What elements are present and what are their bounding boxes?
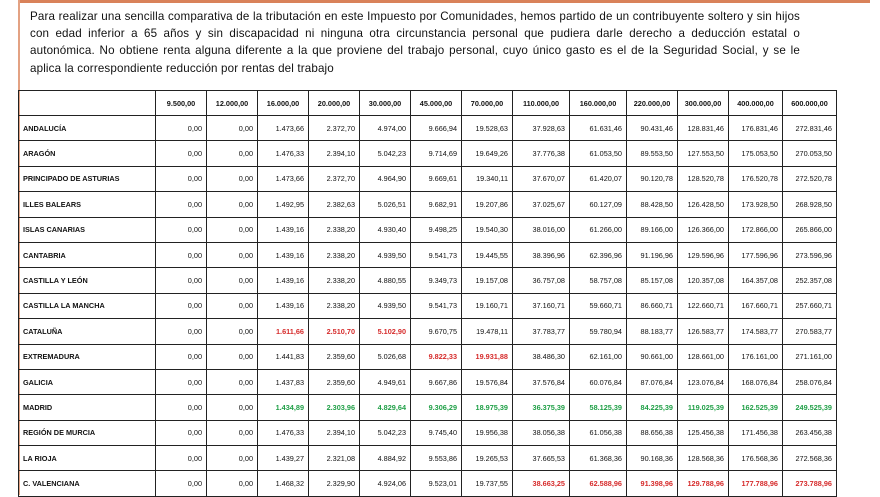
- tax-value-cell: 19.956,38: [462, 420, 513, 445]
- tax-value-cell: 119.025,39: [678, 395, 729, 420]
- tax-value-cell: 19.445,55: [462, 242, 513, 267]
- table-row: [19, 395, 837, 420]
- tax-value-cell: 19.207,86: [462, 192, 513, 217]
- tax-value-cell: 270.053,50: [783, 141, 837, 166]
- tax-value-cell: 4.939,50: [360, 242, 411, 267]
- column-header-income: 45.000,00: [411, 91, 462, 116]
- tax-value-cell: 38.486,30: [513, 344, 570, 369]
- tax-value-cell: 58.125,39: [570, 395, 627, 420]
- tax-value-cell: 89.166,00: [627, 217, 678, 242]
- tax-value-cell: 4.949,61: [360, 369, 411, 394]
- tax-value-cell: 9.822,33: [411, 344, 462, 369]
- tax-value-cell: 162.525,39: [729, 395, 783, 420]
- tax-value-cell: 252.357,08: [783, 268, 837, 293]
- tax-value-cell: 85.157,08: [627, 268, 678, 293]
- tax-value-cell: 19.931,88: [462, 344, 513, 369]
- tax-value-cell: 4.974,00: [360, 116, 411, 141]
- tax-value-cell: 0,00: [156, 242, 207, 267]
- tax-value-cell: 2.394,10: [309, 420, 360, 445]
- header-corner-cell: [19, 91, 156, 116]
- table-row: [19, 242, 837, 267]
- table-row: [19, 217, 837, 242]
- tax-value-cell: 4.829,64: [360, 395, 411, 420]
- tax-value-cell: 60.076,84: [570, 369, 627, 394]
- table-row: [19, 369, 837, 394]
- tax-value-cell: 2.338,20: [309, 293, 360, 318]
- region-name-cell: LA RIOJA: [19, 446, 156, 471]
- region-name-cell: GALICIA: [19, 369, 156, 394]
- tax-comparison-table-container: [18, 90, 832, 497]
- tax-value-cell: 91.398,96: [627, 471, 678, 496]
- tax-value-cell: 1.439,27: [258, 446, 309, 471]
- tax-value-cell: 4.930,40: [360, 217, 411, 242]
- tax-value-cell: 38.396,96: [513, 242, 570, 267]
- region-name-cell: EXTREMADURA: [19, 344, 156, 369]
- tax-value-cell: 62.396,96: [570, 242, 627, 267]
- tax-value-cell: 9.553,86: [411, 446, 462, 471]
- top-accent-rule: [18, 0, 870, 3]
- tax-value-cell: 1.611,66: [258, 319, 309, 344]
- tax-value-cell: 249.525,39: [783, 395, 837, 420]
- table-row: [19, 293, 837, 318]
- tax-value-cell: 0,00: [207, 471, 258, 496]
- tax-value-cell: 272.568,36: [783, 446, 837, 471]
- region-name-cell: PRINCIPADO DE ASTURIAS: [19, 166, 156, 191]
- table-row: [19, 319, 837, 344]
- tax-value-cell: 0,00: [207, 116, 258, 141]
- tax-value-cell: 4.924,06: [360, 471, 411, 496]
- tax-value-cell: 1.473,66: [258, 116, 309, 141]
- tax-value-cell: 9.745,40: [411, 420, 462, 445]
- region-name-cell: MADRID: [19, 395, 156, 420]
- tax-value-cell: 128.831,46: [678, 116, 729, 141]
- intro-paragraph: Para realizar una sencilla comparativa de la tributación en este Impuesto por Comunidades, hemos partido de un contribuyente soltero y sin hijos con edad inferior a 65 años y sin discapacidad ni ninguna otra circunstancia personal que pudiera darle derecho a deducción estatal o autonómica. No obtiene renta alguna diferente a la que proviene del trabajo personal, cuyo único gasto es el de la Seguridad Social, y se le aplica la correspondiente reducción por rentas del trabajo: [30, 10, 800, 75]
- tax-value-cell: 177.596,96: [729, 242, 783, 267]
- tax-value-cell: 1.473,66: [258, 166, 309, 191]
- tax-value-cell: 2.359,60: [309, 344, 360, 369]
- tax-value-cell: 37.665,53: [513, 446, 570, 471]
- tax-value-cell: 90.168,36: [627, 446, 678, 471]
- tax-value-cell: 1.468,32: [258, 471, 309, 496]
- tax-value-cell: 1.439,16: [258, 268, 309, 293]
- tax-value-cell: 61.368,36: [570, 446, 627, 471]
- tax-value-cell: 0,00: [156, 217, 207, 242]
- tax-value-cell: 2.510,70: [309, 319, 360, 344]
- table-row: [19, 268, 837, 293]
- tax-value-cell: 2.338,20: [309, 268, 360, 293]
- tax-value-cell: 9.714,69: [411, 141, 462, 166]
- tax-value-cell: 2.394,10: [309, 141, 360, 166]
- tax-value-cell: 0,00: [207, 420, 258, 445]
- tax-value-cell: 62.161,00: [570, 344, 627, 369]
- tax-value-cell: 177.788,96: [729, 471, 783, 496]
- tax-value-cell: 37.160,71: [513, 293, 570, 318]
- tax-value-cell: 19.265,53: [462, 446, 513, 471]
- tax-value-cell: 19.649,26: [462, 141, 513, 166]
- tax-value-cell: 4.880,55: [360, 268, 411, 293]
- tax-comparison-table: [18, 90, 837, 497]
- column-header-income: 20.000,00: [309, 91, 360, 116]
- tax-value-cell: 125.456,38: [678, 420, 729, 445]
- tax-value-cell: 86.660,71: [627, 293, 678, 318]
- tax-value-cell: 1.437,83: [258, 369, 309, 394]
- tax-value-cell: 9.498,25: [411, 217, 462, 242]
- table-header-row: [19, 91, 837, 116]
- tax-value-cell: 1.476,33: [258, 420, 309, 445]
- tax-value-cell: 126.428,50: [678, 192, 729, 217]
- tax-value-cell: 273.596,96: [783, 242, 837, 267]
- tax-value-cell: 0,00: [207, 319, 258, 344]
- tax-value-cell: 91.196,96: [627, 242, 678, 267]
- tax-value-cell: 61.631,46: [570, 116, 627, 141]
- column-header-income: 160.000,00: [570, 91, 627, 116]
- tax-value-cell: 38.016,00: [513, 217, 570, 242]
- tax-value-cell: 2.329,90: [309, 471, 360, 496]
- region-name-cell: ARAGÓN: [19, 141, 156, 166]
- column-header-income: 12.000,00: [207, 91, 258, 116]
- tax-value-cell: 36.375,39: [513, 395, 570, 420]
- tax-value-cell: 89.553,50: [627, 141, 678, 166]
- tax-value-cell: 9.667,86: [411, 369, 462, 394]
- table-row: [19, 471, 837, 496]
- tax-value-cell: 176.520,78: [729, 166, 783, 191]
- column-header-income: 220.000,00: [627, 91, 678, 116]
- tax-value-cell: 128.520,78: [678, 166, 729, 191]
- tax-value-cell: 1.434,89: [258, 395, 309, 420]
- tax-value-cell: 127.553,50: [678, 141, 729, 166]
- tax-value-cell: 37.928,63: [513, 116, 570, 141]
- tax-value-cell: 0,00: [207, 268, 258, 293]
- region-name-cell: REGIÓN DE MURCIA: [19, 420, 156, 445]
- tax-value-cell: 0,00: [156, 192, 207, 217]
- tax-value-cell: 120.357,08: [678, 268, 729, 293]
- tax-value-cell: 37.670,07: [513, 166, 570, 191]
- tax-value-cell: 5.042,23: [360, 141, 411, 166]
- table-row: [19, 344, 837, 369]
- tax-value-cell: 2.303,96: [309, 395, 360, 420]
- tax-value-cell: 37.025,67: [513, 192, 570, 217]
- tax-value-cell: 90.661,00: [627, 344, 678, 369]
- tax-value-cell: 61.056,38: [570, 420, 627, 445]
- tax-value-cell: 173.928,50: [729, 192, 783, 217]
- tax-value-cell: 59.660,71: [570, 293, 627, 318]
- tax-value-cell: 2.372,70: [309, 166, 360, 191]
- tax-value-cell: 176.831,46: [729, 116, 783, 141]
- tax-value-cell: 257.660,71: [783, 293, 837, 318]
- tax-value-cell: 5.102,90: [360, 319, 411, 344]
- region-name-cell: CANTABRIA: [19, 242, 156, 267]
- tax-value-cell: 19.478,11: [462, 319, 513, 344]
- column-header-income: 70.000,00: [462, 91, 513, 116]
- tax-value-cell: 271.161,00: [783, 344, 837, 369]
- tax-value-cell: 272.831,46: [783, 116, 837, 141]
- tax-value-cell: 0,00: [207, 242, 258, 267]
- tax-value-cell: 5.026,68: [360, 344, 411, 369]
- tax-value-cell: 37.576,84: [513, 369, 570, 394]
- tax-value-cell: 9.523,01: [411, 471, 462, 496]
- tax-value-cell: 1.476,33: [258, 141, 309, 166]
- tax-value-cell: 9.670,75: [411, 319, 462, 344]
- table-row: [19, 446, 837, 471]
- tax-value-cell: 129.788,96: [678, 471, 729, 496]
- tax-value-cell: 0,00: [207, 369, 258, 394]
- tax-value-cell: 38.663,25: [513, 471, 570, 496]
- tax-value-cell: 4.884,92: [360, 446, 411, 471]
- tax-value-cell: 0,00: [207, 217, 258, 242]
- table-body: [19, 116, 837, 497]
- tax-value-cell: 128.661,00: [678, 344, 729, 369]
- tax-value-cell: 1.439,16: [258, 217, 309, 242]
- tax-value-cell: 62.588,96: [570, 471, 627, 496]
- tax-value-cell: 9.349,73: [411, 268, 462, 293]
- tax-value-cell: 90.120,78: [627, 166, 678, 191]
- tax-value-cell: 2.372,70: [309, 116, 360, 141]
- tax-value-cell: 1.439,16: [258, 242, 309, 267]
- column-header-income: 400.000,00: [729, 91, 783, 116]
- tax-value-cell: 9.682,91: [411, 192, 462, 217]
- table-row: [19, 420, 837, 445]
- region-name-cell: CASTILLA Y LEÓN: [19, 268, 156, 293]
- tax-value-cell: 129.596,96: [678, 242, 729, 267]
- tax-value-cell: 175.053,50: [729, 141, 783, 166]
- tax-value-cell: 0,00: [156, 319, 207, 344]
- tax-value-cell: 273.788,96: [783, 471, 837, 496]
- tax-value-cell: 176.161,00: [729, 344, 783, 369]
- table-row: [19, 141, 837, 166]
- tax-value-cell: 59.780,94: [570, 319, 627, 344]
- tax-value-cell: 128.568,36: [678, 446, 729, 471]
- tax-value-cell: 0,00: [207, 446, 258, 471]
- table-row: [19, 116, 837, 141]
- tax-value-cell: 0,00: [207, 141, 258, 166]
- tax-value-cell: 61.053,50: [570, 141, 627, 166]
- tax-value-cell: 176.568,36: [729, 446, 783, 471]
- tax-value-cell: 9.306,29: [411, 395, 462, 420]
- column-header-income: 30.000,00: [360, 91, 411, 116]
- tax-value-cell: 18.975,39: [462, 395, 513, 420]
- tax-value-cell: 19.528,63: [462, 116, 513, 141]
- tax-value-cell: 268.928,50: [783, 192, 837, 217]
- tax-value-cell: 61.420,07: [570, 166, 627, 191]
- region-name-cell: CATALUÑA: [19, 319, 156, 344]
- region-name-cell: C. VALENCIANA: [19, 471, 156, 496]
- tax-value-cell: 0,00: [156, 446, 207, 471]
- region-name-cell: ILLES BALEARS: [19, 192, 156, 217]
- tax-value-cell: 263.456,38: [783, 420, 837, 445]
- tax-value-cell: 19.340,11: [462, 166, 513, 191]
- tax-value-cell: 270.583,77: [783, 319, 837, 344]
- tax-value-cell: 88.183,77: [627, 319, 678, 344]
- region-name-cell: ISLAS CANARIAS: [19, 217, 156, 242]
- tax-value-cell: 36.757,08: [513, 268, 570, 293]
- tax-value-cell: 0,00: [156, 344, 207, 369]
- tax-value-cell: 167.660,71: [729, 293, 783, 318]
- tax-value-cell: 0,00: [207, 395, 258, 420]
- region-name-cell: ANDALUCÍA: [19, 116, 156, 141]
- tax-value-cell: 5.026,51: [360, 192, 411, 217]
- tax-value-cell: 0,00: [156, 471, 207, 496]
- tax-value-cell: 164.357,08: [729, 268, 783, 293]
- tax-value-cell: 9.669,61: [411, 166, 462, 191]
- tax-value-cell: 1.492,95: [258, 192, 309, 217]
- tax-value-cell: 4.964,90: [360, 166, 411, 191]
- tax-value-cell: 38.056,38: [513, 420, 570, 445]
- column-header-income: 16.000,00: [258, 91, 309, 116]
- tax-value-cell: 0,00: [207, 293, 258, 318]
- tax-value-cell: 265.866,00: [783, 217, 837, 242]
- tax-value-cell: 0,00: [156, 420, 207, 445]
- region-name-cell: CASTILLA LA MANCHA: [19, 293, 156, 318]
- tax-value-cell: 19.576,84: [462, 369, 513, 394]
- tax-value-cell: 1.439,16: [258, 293, 309, 318]
- tax-value-cell: 0,00: [156, 166, 207, 191]
- table-row: [19, 192, 837, 217]
- tax-value-cell: 37.783,77: [513, 319, 570, 344]
- tax-value-cell: 9.666,94: [411, 116, 462, 141]
- tax-value-cell: 168.076,84: [729, 369, 783, 394]
- tax-value-cell: 19.160,71: [462, 293, 513, 318]
- tax-value-cell: 60.127,09: [570, 192, 627, 217]
- tax-value-cell: 88.656,38: [627, 420, 678, 445]
- tax-value-cell: 0,00: [156, 116, 207, 141]
- tax-value-cell: 0,00: [207, 192, 258, 217]
- column-header-income: 600.000,00: [783, 91, 837, 116]
- tax-value-cell: 2.359,60: [309, 369, 360, 394]
- tax-value-cell: 126.583,77: [678, 319, 729, 344]
- tax-value-cell: 2.382,63: [309, 192, 360, 217]
- tax-value-cell: 272.520,78: [783, 166, 837, 191]
- tax-value-cell: 123.076,84: [678, 369, 729, 394]
- tax-value-cell: 9.541,73: [411, 242, 462, 267]
- tax-value-cell: 87.076,84: [627, 369, 678, 394]
- table-row: [19, 166, 837, 191]
- tax-value-cell: 0,00: [207, 166, 258, 191]
- tax-value-cell: 5.042,23: [360, 420, 411, 445]
- column-header-income: 9.500,00: [156, 91, 207, 116]
- tax-value-cell: 171.456,38: [729, 420, 783, 445]
- column-header-income: 300.000,00: [678, 91, 729, 116]
- tax-value-cell: 19.737,55: [462, 471, 513, 496]
- tax-value-cell: 258.076,84: [783, 369, 837, 394]
- tax-value-cell: 172.866,00: [729, 217, 783, 242]
- tax-value-cell: 4.939,50: [360, 293, 411, 318]
- tax-value-cell: 126.366,00: [678, 217, 729, 242]
- tax-value-cell: 88.428,50: [627, 192, 678, 217]
- tax-value-cell: 19.157,08: [462, 268, 513, 293]
- tax-value-cell: 90.431,46: [627, 116, 678, 141]
- tax-value-cell: 61.266,00: [570, 217, 627, 242]
- tax-value-cell: 2.338,20: [309, 217, 360, 242]
- tax-value-cell: 0,00: [156, 141, 207, 166]
- tax-value-cell: 2.338,20: [309, 242, 360, 267]
- tax-value-cell: 0,00: [156, 268, 207, 293]
- tax-value-cell: 174.583,77: [729, 319, 783, 344]
- tax-value-cell: 1.441,83: [258, 344, 309, 369]
- tax-value-cell: 0,00: [156, 395, 207, 420]
- tax-value-cell: 0,00: [156, 293, 207, 318]
- tax-value-cell: 2.321,08: [309, 446, 360, 471]
- column-header-income: 110.000,00: [513, 91, 570, 116]
- tax-value-cell: 19.540,30: [462, 217, 513, 242]
- tax-value-cell: 0,00: [207, 344, 258, 369]
- tax-value-cell: 122.660,71: [678, 293, 729, 318]
- tax-value-cell: 37.776,38: [513, 141, 570, 166]
- tax-value-cell: 0,00: [156, 369, 207, 394]
- tax-value-cell: 58.757,08: [570, 268, 627, 293]
- tax-value-cell: 84.225,39: [627, 395, 678, 420]
- tax-value-cell: 9.541,73: [411, 293, 462, 318]
